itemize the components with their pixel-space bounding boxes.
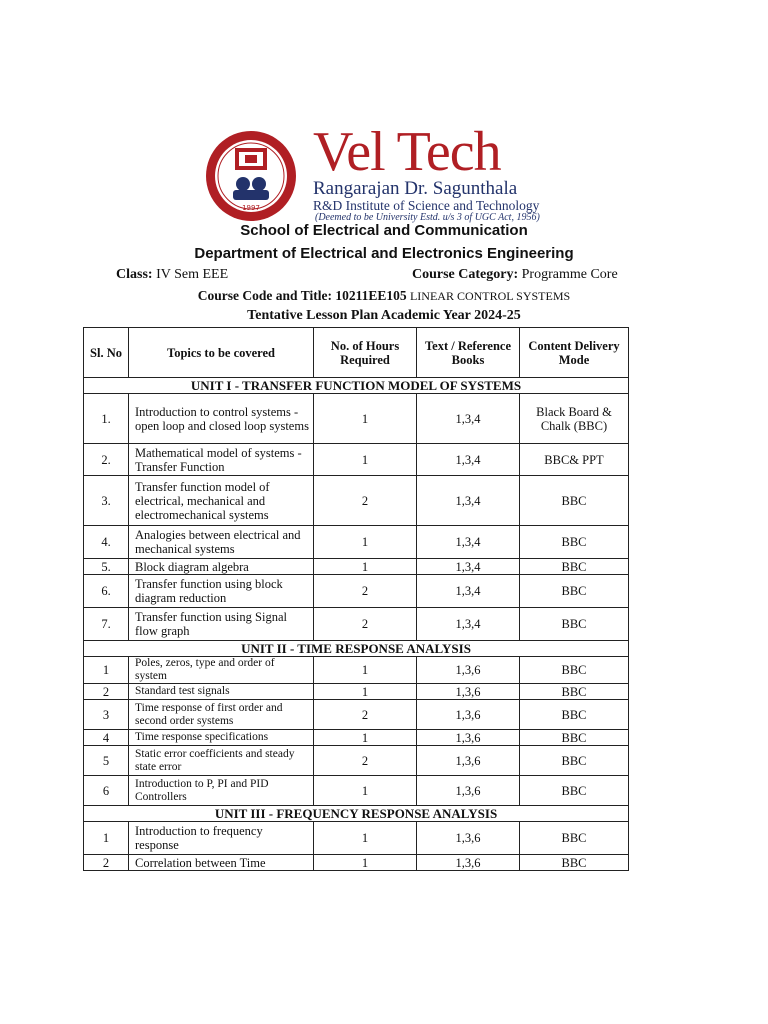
table-row (84, 444, 629, 476)
cell-topic: Transfer function model of electrical, mechanical and electromechanical systems (129, 476, 314, 526)
cell-mode: BBC (520, 559, 629, 575)
svg-text:1997: 1997 (242, 204, 260, 212)
cell-sl-no: 6. (84, 575, 129, 608)
cell-topic: Poles, zeros, type and order of system (129, 657, 314, 684)
cell-mode: BBC (520, 476, 629, 526)
cell-hours: 1 (314, 444, 417, 476)
cell-sl-no: 3. (84, 476, 129, 526)
table-row (84, 608, 629, 641)
department-heading: Department of Electrical and Electronics Engineering (194, 245, 574, 262)
cell-hours: 1 (314, 776, 417, 806)
lesson-plan-heading: Tentative Lesson Plan Academic Year 2024-25 (247, 308, 521, 323)
unit-title: UNIT III - FREQUENCY RESPONSE ANALYSIS (84, 806, 629, 822)
table-row (84, 746, 629, 776)
cell-mode: Black Board & Chalk (BBC) (520, 394, 629, 444)
cell-mode: BBC (520, 684, 629, 700)
unit-heading-row (84, 378, 629, 394)
cell-sl-no: 3 (84, 700, 129, 730)
unit-heading-row (84, 806, 629, 822)
table-row (84, 855, 629, 871)
cell-mode: BBC (520, 822, 629, 855)
category-label: Course Category: (412, 267, 519, 282)
cell-topic: Transfer function using Signal flow graph (129, 608, 314, 641)
cell-hours: 1 (314, 559, 417, 575)
code-label: Course Code and Title: (197, 288, 332, 303)
cell-sl-no: 4 (84, 730, 129, 746)
cell-sl-no: 7. (84, 608, 129, 641)
cell-books: 1,3,4 (417, 559, 520, 575)
cell-books: 1,3,6 (417, 776, 520, 806)
table-row (84, 822, 629, 855)
brand-line-3: (Deemed to be University Estd. u/s 3 of UGC Act, 1956) (315, 212, 540, 223)
cell-books: 1,3,6 (417, 730, 520, 746)
cell-books: 1,3,4 (417, 575, 520, 608)
table-row (84, 776, 629, 806)
table-row (84, 526, 629, 559)
cell-books: 1,3,6 (417, 700, 520, 730)
table-row (84, 700, 629, 730)
col-header-sl-no: Sl. No (84, 328, 129, 378)
cell-books: 1,3,6 (417, 684, 520, 700)
table-header-row (84, 328, 629, 378)
cell-topic: Introduction to control systems - open loop and closed loop systems (129, 394, 314, 444)
class-value: IV Sem EEE (156, 267, 229, 282)
cell-sl-no: 6 (84, 776, 129, 806)
cell-books: 1,3,4 (417, 526, 520, 559)
course-category-info (412, 267, 618, 283)
brand-line-2: R&D Institute of Science and Technology (313, 198, 540, 213)
cell-sl-no: 2 (84, 684, 129, 700)
cell-books: 1,3,6 (417, 746, 520, 776)
category-value: Programme Core (521, 267, 618, 282)
cell-topic: Analogies between electrical and mechanical systems (129, 526, 314, 559)
cell-hours: 2 (314, 476, 417, 526)
cell-books: 1,3,6 (417, 822, 520, 855)
col-header-mode: Content Delivery Mode (520, 328, 629, 378)
cell-mode: BBC (520, 526, 629, 559)
cell-hours: 2 (314, 746, 417, 776)
brand-line-1: Rangarajan Dr. Sagunthala (313, 178, 518, 199)
cell-mode: BBC (520, 730, 629, 746)
cell-topic: Standard test signals (129, 684, 314, 700)
class-info (116, 267, 228, 283)
cell-topic: Time response specifications (129, 730, 314, 746)
cell-books: 1,3,4 (417, 608, 520, 641)
cell-hours: 2 (314, 575, 417, 608)
code-value: 10211EE105 (335, 288, 407, 303)
col-header-topics: Topics to be covered (129, 328, 314, 378)
institute-seal-icon (205, 130, 297, 222)
cell-hours: 2 (314, 608, 417, 641)
cell-topic: Mathematical model of systems - Transfer Function (129, 444, 314, 476)
class-label: Class: (116, 267, 153, 282)
cell-hours: 1 (314, 526, 417, 559)
cell-mode: BBC (520, 746, 629, 776)
unit-title: UNIT I - TRANSFER FUNCTION MODEL OF SYSTEMS (84, 378, 629, 394)
cell-books: 1,3,6 (417, 657, 520, 684)
table-row (84, 394, 629, 444)
table-row (84, 684, 629, 700)
cell-books: 1,3,4 (417, 394, 520, 444)
cell-mode: BBC (520, 608, 629, 641)
table-row (84, 476, 629, 526)
table-row (84, 575, 629, 608)
school-heading: School of Electrical and Communication (240, 222, 528, 239)
cell-topic: Time response of first order and second order systems (129, 700, 314, 730)
cell-mode: BBC (520, 657, 629, 684)
cell-topic: Correlation between Time (129, 855, 314, 871)
table-body (84, 378, 629, 871)
cell-mode: BBC& PPT (520, 444, 629, 476)
course-title-value: LINEAR CONTROL SYSTEMS (409, 289, 571, 303)
cell-sl-no: 1. (84, 394, 129, 444)
cell-hours: 1 (314, 822, 417, 855)
course-code-title (0, 288, 768, 304)
cell-books: 1,3,4 (417, 476, 520, 526)
institute-logo (205, 121, 570, 224)
cell-mode: BBC (520, 700, 629, 730)
cell-hours: 2 (314, 700, 417, 730)
cell-sl-no: 2. (84, 444, 129, 476)
col-header-hours: No. of Hours Required (314, 328, 417, 378)
col-header-books: Text / Reference Books (417, 328, 520, 378)
cell-topic: Block diagram algebra (129, 559, 314, 575)
table-row (84, 730, 629, 746)
cell-hours: 1 (314, 657, 417, 684)
cell-books: 1,3,4 (417, 444, 520, 476)
cell-sl-no: 5 (84, 746, 129, 776)
lesson-plan-table (83, 327, 629, 871)
unit-heading-row (84, 641, 629, 657)
brand-name: Vel Tech (313, 121, 501, 183)
cell-topic: Transfer function using block diagram reduction (129, 575, 314, 608)
cell-topic: Introduction to P, PI and PID Controllers (129, 776, 314, 806)
cell-mode: BBC (520, 855, 629, 871)
cell-topic: Static error coefficients and steady state error (129, 746, 314, 776)
unit-title: UNIT II - TIME RESPONSE ANALYSIS (84, 641, 629, 657)
cell-topic: Introduction to frequency response (129, 822, 314, 855)
cell-hours: 1 (314, 394, 417, 444)
cell-hours: 1 (314, 684, 417, 700)
table-row (84, 657, 629, 684)
cell-hours: 1 (314, 855, 417, 871)
table-row (84, 559, 629, 575)
cell-sl-no: 5. (84, 559, 129, 575)
cell-sl-no: 1 (84, 657, 129, 684)
cell-books: 1,3,6 (417, 855, 520, 871)
cell-sl-no: 1 (84, 822, 129, 855)
cell-mode: BBC (520, 776, 629, 806)
cell-sl-no: 4. (84, 526, 129, 559)
cell-mode: BBC (520, 575, 629, 608)
cell-hours: 1 (314, 730, 417, 746)
cell-sl-no: 2 (84, 855, 129, 871)
